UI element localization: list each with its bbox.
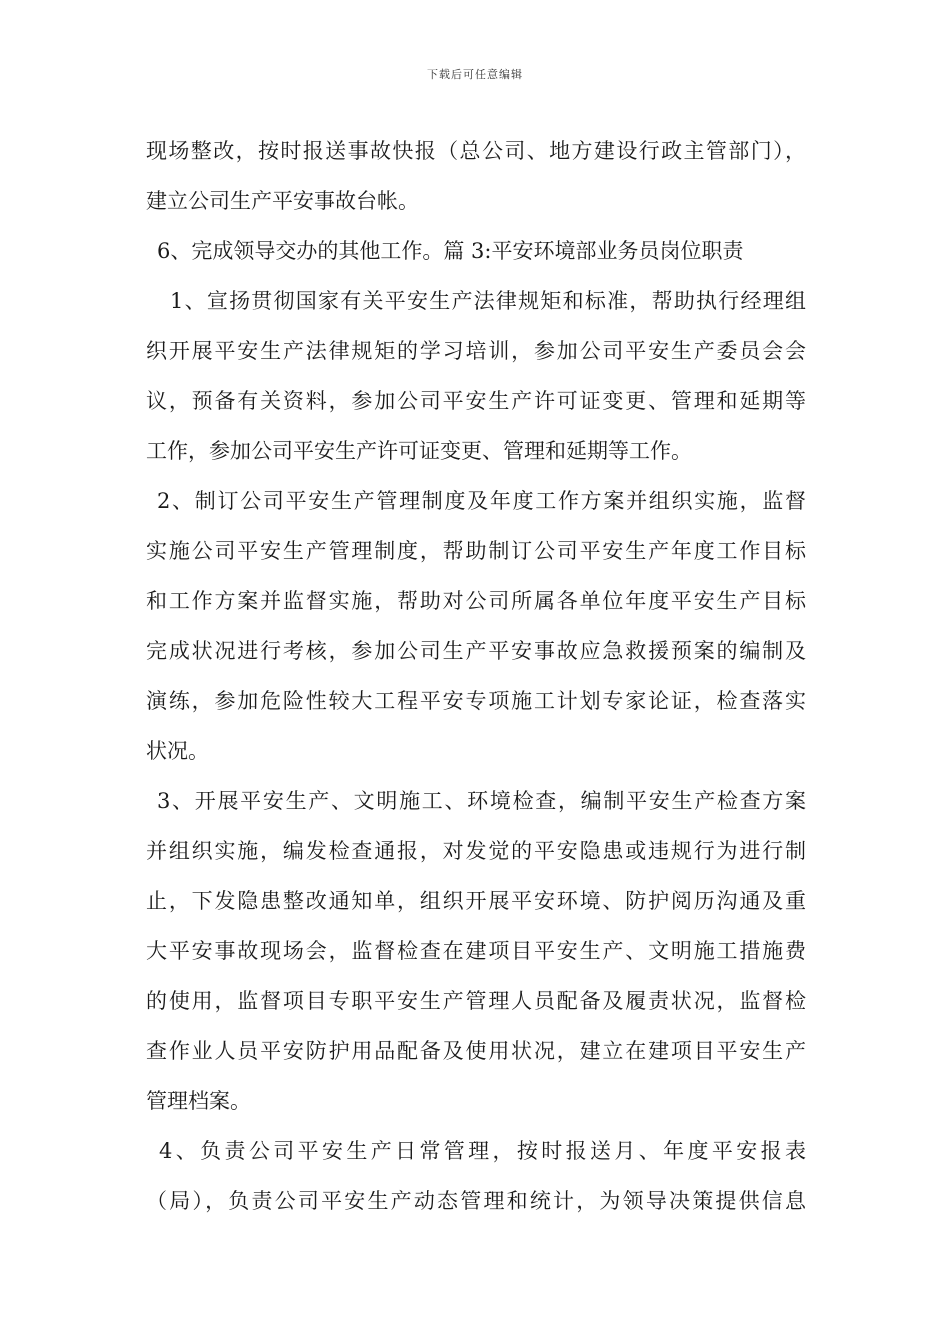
text-line: 演练，参加危险性较大工程平安专项施工计划专家论证，检查落实 xyxy=(146,689,806,713)
text-line: 织开展平安生产法律规矩的学习培训，参加公司平安生产委员会会 xyxy=(146,339,806,363)
text-line: 止，下发隐患整改通知单，组织开展平安环境、防护阅历沟通及重 xyxy=(146,889,806,913)
text-line: 的使用，监督项目专职平安生产管理人员配备及履责状况，监督检 xyxy=(146,989,806,1013)
text-line: 4、负责公司平安生产日常管理，按时报送月、年度平安报表 xyxy=(159,1139,806,1163)
text-line: 2、制订公司平安生产管理制度及年度工作方案并组织实施，监督 xyxy=(157,489,806,513)
text-line: 现场整改，按时报送事故快报（总公司、地方建设行政主管部门）， xyxy=(146,139,806,163)
text-line: 状况。 xyxy=(146,739,209,763)
text-line: 和工作方案并监督实施，帮助对公司所属各单位年度平安生产目标 xyxy=(146,589,806,613)
text-line: 建立公司生产平安事故台帐。 xyxy=(146,189,419,213)
text-line: 完成状况进行考核，参加公司生产平安事故应急救援预案的编制及 xyxy=(146,639,806,663)
page-header: 下载后可任意编辑 xyxy=(427,68,523,81)
text-line: 大平安事故现场会，监督检查在建项目平安生产、文明施工措施费 xyxy=(146,939,806,963)
text-line: 1、宣扬贯彻国家有关平安生产法律规矩和标准，帮助执行经理组 xyxy=(170,289,806,313)
text-line: 议，预备有关资料，参加公司平安生产许可证变更、管理和延期等 xyxy=(146,389,806,413)
text-line: （局），负责公司平安生产动态管理和统计，为领导决策提供信息 xyxy=(146,1189,806,1213)
text-line: 并组织实施，编发检查通报，对发觉的平安隐患或违规行为进行制 xyxy=(146,839,806,863)
text-line: 管理档案。 xyxy=(146,1089,251,1113)
text-line: 工作，参加公司平安生产许可证变更、管理和延期等工作。 xyxy=(146,439,692,463)
text-line: 查作业人员平安防护用品配备及使用状况，建立在建项目平安生产 xyxy=(146,1039,806,1063)
text-line: 3、开展平安生产、文明施工、环境检查，编制平安生产检查方案 xyxy=(157,789,806,813)
text-line: 实施公司平安生产管理制度，帮助制订公司平安生产年度工作目标 xyxy=(146,539,806,563)
text-line: 6、完成领导交办的其他工作。篇 3:平安环境部业务员岗位职责 xyxy=(157,239,744,263)
